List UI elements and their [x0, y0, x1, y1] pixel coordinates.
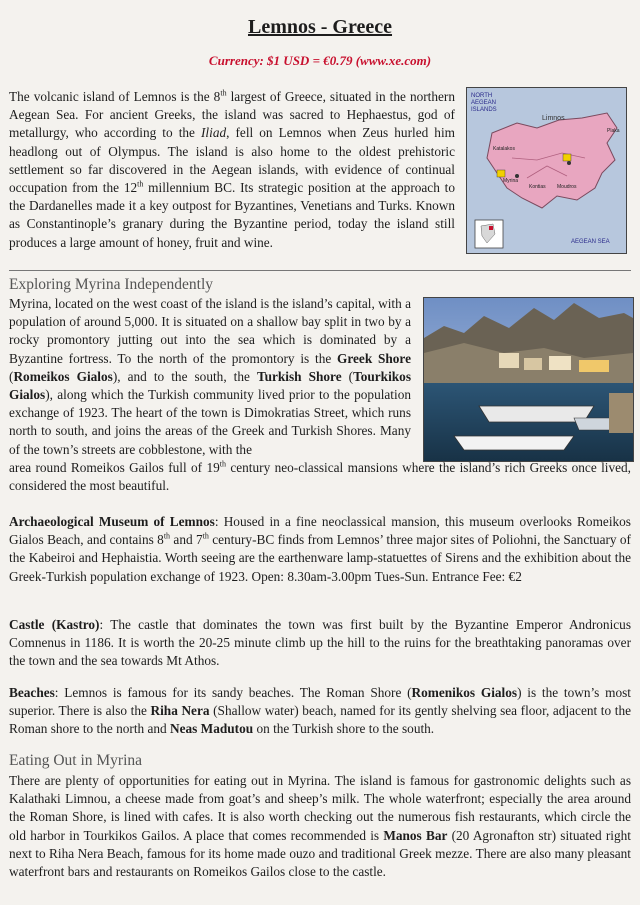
museum-paragraph — [9, 513, 631, 586]
myrina-text-e: ), along which the Turkish community lived prior to the population exchange of 1923. The heart of the town is Dimokratias Street, which runs north to south, and joins the areas of the Greek and Turkish Shores. Many of the town’s streets are cobblestone, with the — [9, 387, 411, 457]
turkish-shore-label: Turkish Shore — [256, 368, 342, 384]
riha-nera-label: Riha Nera — [150, 703, 210, 719]
eating-text-a: There are plenty of opportunities for eating out in Myrina. The island is famous for gastronomic delights such as Kalathaki Limnou, a cheese made from goat’s and sheep’s milk. The whole waterfront; especially the area around the Roman Shore, is lined with cafes. It is also worth checking out the numerous fish restaurants, which circle the old harbor in Tourkikos Gailos. A place that comes recommended is — [9, 773, 631, 843]
castle-text: : The castle that dominates the town was first built by the Byzantine Emperor Andronicus Comnenus in 1186. It is worth the 20-25 minute climb up the hill to the ruins for the breathtaking panoramas over the town and the sea towards Mt Athos. — [9, 617, 631, 669]
intro-text-4: millennium BC. Its strategic position at the approach to the Dardanelles made it a key outpost for Byzantines, Venetians and Turks. Known as Constantinople’s granary during the Byzantine period, today the island still produces a large amount of honey, fruit and wine. — [9, 180, 456, 250]
map-region-label-1: NORTH — [471, 93, 493, 99]
myrina-19th-prefix: area round Romeikos Gailos full of 19 — [9, 460, 220, 475]
romenikos-label: Romenikos Gialos — [411, 685, 518, 700]
map-region-label-2: AEGEAN — [471, 100, 497, 106]
beaches-paragraph — [9, 684, 631, 739]
lemnos-map-graphic — [467, 88, 626, 253]
intro-text-3: , fell on Lemnos when Zeus hurled him headlong out of Olympus. The island is also home to the oldest prehistoric settlement so far discovered in the Aegean islands, with evidence of continual occupation from the 12 — [9, 125, 455, 196]
map-town-katalakos: Katalakos — [493, 146, 515, 152]
myrina-harbor-photo — [423, 297, 634, 462]
intro-paragraph — [9, 88, 455, 252]
section-heading-eating: Eating Out in Myrina — [9, 752, 143, 769]
myrina-harbor-graphic — [424, 298, 633, 461]
neas-madutou-label: Neas Madutou — [170, 721, 254, 737]
section-rule-1 — [9, 270, 631, 271]
map-town-plaka: Plaka — [607, 128, 620, 134]
castle-label: Castle (Kastro) — [9, 617, 100, 632]
map-town-myrina: Myrina — [503, 178, 519, 184]
section-heading-exploring: Exploring Myrina Independently — [9, 276, 214, 293]
beaches-label: Beaches — [9, 685, 55, 700]
beaches-text-b: ) is the town’s most superior. There is also the — [9, 685, 631, 719]
map-region-label-3: ISLANDS — [471, 107, 497, 113]
myrina-paragraph-tail — [9, 459, 631, 495]
myrina-text-c: ), and to the south, the — [112, 368, 257, 384]
intro-text-2: largest of Greece, situated in the northern Aegean Sea. For ancient Greeks, the island was sacred to Hephaestus, god of metallurgy, who according to the — [9, 89, 455, 141]
map-town-moudros: Moudros — [557, 184, 577, 190]
eating-text-b: (20 Agronafton str) situated right next to Riha Nera Beach, famous for its home made ouzo and traditional Greek mezze. There are also many pleasant waterfront bars and restaurants on Romeikos Gailos close to the castle. — [9, 827, 631, 880]
manos-bar-label: Manos Bar — [383, 827, 448, 843]
tourkikos-label: Tourkikos Gialos — [9, 368, 411, 403]
beaches-text-c: (Shallow water) beach, named for its gently shelving sea floor, adjacent to the Roman shore to the north and — [9, 703, 631, 737]
page-title: Lemnos - Greece — [247, 16, 393, 38]
intro-sup-2: th — [137, 179, 144, 189]
myrina-sup: th — [219, 459, 226, 469]
eating-paragraph — [9, 772, 631, 881]
museum-text-b: and 7 — [170, 532, 203, 548]
myrina-text-f: century neo-classical mansions where the island’s rich Greeks once lived, considered the most beautiful. — [9, 460, 631, 494]
myrina-text-b: ( — [9, 368, 14, 384]
beaches-text-d: on the Turkish shore to the south. — [253, 721, 435, 737]
museum-text-c: century-BC finds from Lemnos’ three major sites of Poliohni, the Sanctuary of the Kabeiroi and Hephaistia. Worth seeing are the earthenware lamp-statuettes of Sirens and the exhibition about the Greek-Turkish population exchange of 1923. Open: 8.30am-3.00pm Tues-Sun. Entrance Fee: €2 — [9, 532, 631, 584]
myrina-text-d: ( — [341, 368, 354, 384]
greek-shore-label: Greek Shore — [337, 350, 411, 366]
iliad-title: Iliad — [201, 125, 227, 141]
intro-text-1: The volcanic island of Lemnos is the 8 — [9, 89, 221, 104]
currency-rate: Currency: $1 USD = €0.79 (www.xe.com) — [208, 53, 432, 68]
museum-label: Archaeological Museum of Lemnos — [9, 514, 215, 529]
map-island-label: Limnos — [542, 115, 565, 122]
beaches-text-a: : Lemnos is famous for its sandy beaches. The Roman Shore ( — [54, 685, 412, 700]
myrina-paragraph-lead — [9, 295, 411, 459]
museum-sup-1: th — [163, 531, 171, 541]
map-town-kontias: Kontias — [529, 184, 546, 190]
museum-sup-2: th — [202, 531, 209, 541]
map-sea-label: AEGEAN SEA — [571, 239, 610, 245]
intro-sup-1: th — [220, 88, 227, 98]
castle-paragraph — [9, 616, 631, 671]
museum-text-a: : Housed in a fine neoclassical mansion, this museum overlooks Romeikos Gialos Beach, and contains 8 — [9, 514, 631, 548]
romeikos-label: Romeikos Gialos — [13, 368, 113, 384]
lemnos-map — [466, 87, 627, 254]
myrina-text-a: Myrina, located on the west coast of the island is the island’s capital, with a population of around 5,000. It is situated on a shallow bay split in two by a rocky promontory jutting out into the sea which is dominated by a Byzantine fortress. To the north of the promontory is the — [9, 296, 411, 366]
